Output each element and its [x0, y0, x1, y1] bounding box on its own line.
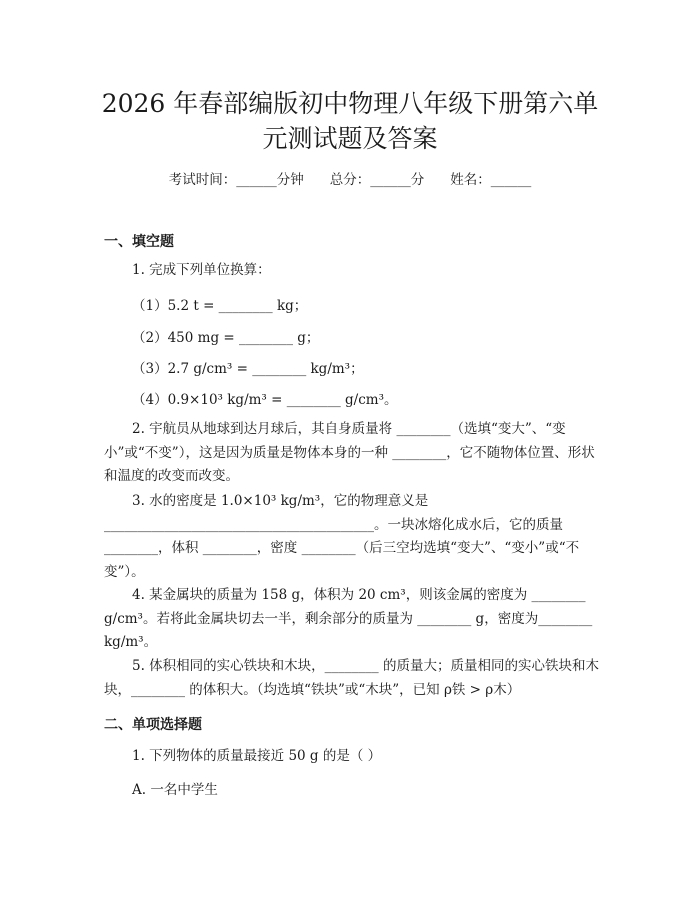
exam-total-score: 总分：______分	[329, 172, 425, 188]
fill-question-3: 3. 水的密度是 1.0×10³ kg/m³，它的物理意义是________________________________________。一块冰熔化成水后，它的质量________，体积 ________，密度 ________（后三空均选填“变大”、“变小”或“不变”）。	[104, 493, 580, 580]
exam-meta	[0, 168, 700, 188]
choice-question-1-option-a: A. 一名中学生	[132, 782, 218, 798]
document-title	[80, 86, 620, 156]
fill-question-1-part-3: （3）2.7 g/cm³ = ________ kg/m³；	[132, 361, 364, 377]
exam-student-name: 姓名：______	[450, 172, 532, 188]
fill-question-1-part-4: （4）0.9×10³ kg/m³ = ________ g/cm³。	[132, 392, 398, 408]
fill-question-1-part-2: （2）450 mg = ________ g；	[132, 330, 320, 346]
fill-question-2: 2. 宇航员从地球到达月球后，其自身质量将 ________（选填“变大”、“变小”或“不变”），这是因为质量是物体本身的一种 ________，它不随物体位置、形状和温度的改变而改变。	[104, 421, 595, 484]
section-heading-single-choice: 二、单项选择题	[104, 717, 202, 733]
choice-question-1: 1. 下列物体的质量最接近 50 g 的是（ ）	[132, 748, 382, 764]
section-heading-fill-in: 一、填空题	[104, 234, 174, 250]
fill-question-1-part-1: （1）5.2 t = ________ kg；	[132, 298, 308, 314]
title-line-2: 元测试题及答案	[262, 124, 438, 153]
fill-question-4: 4. 某金属块的质量为 158 g，体积为 20 cm³，则该金属的密度为 ________ g/cm³。若将此金属块切去一半，剩余部分的质量为 ________ g，密度为________ kg/m³。	[104, 587, 593, 650]
exam-time: 考试时间：______分钟	[168, 172, 304, 188]
fill-question-1: 1. 完成下列单位换算：	[132, 262, 271, 278]
fill-question-5: 5. 体积相同的实心铁块和木块，________ 的质量大；质量相同的实心铁块和木块，________ 的体积大。（均选填“铁块”或“木块”，已知 ρ铁 > ρ木）	[104, 658, 599, 698]
title-line-1: 2026 年春部编版初中物理八年级下册第六单	[101, 89, 599, 118]
